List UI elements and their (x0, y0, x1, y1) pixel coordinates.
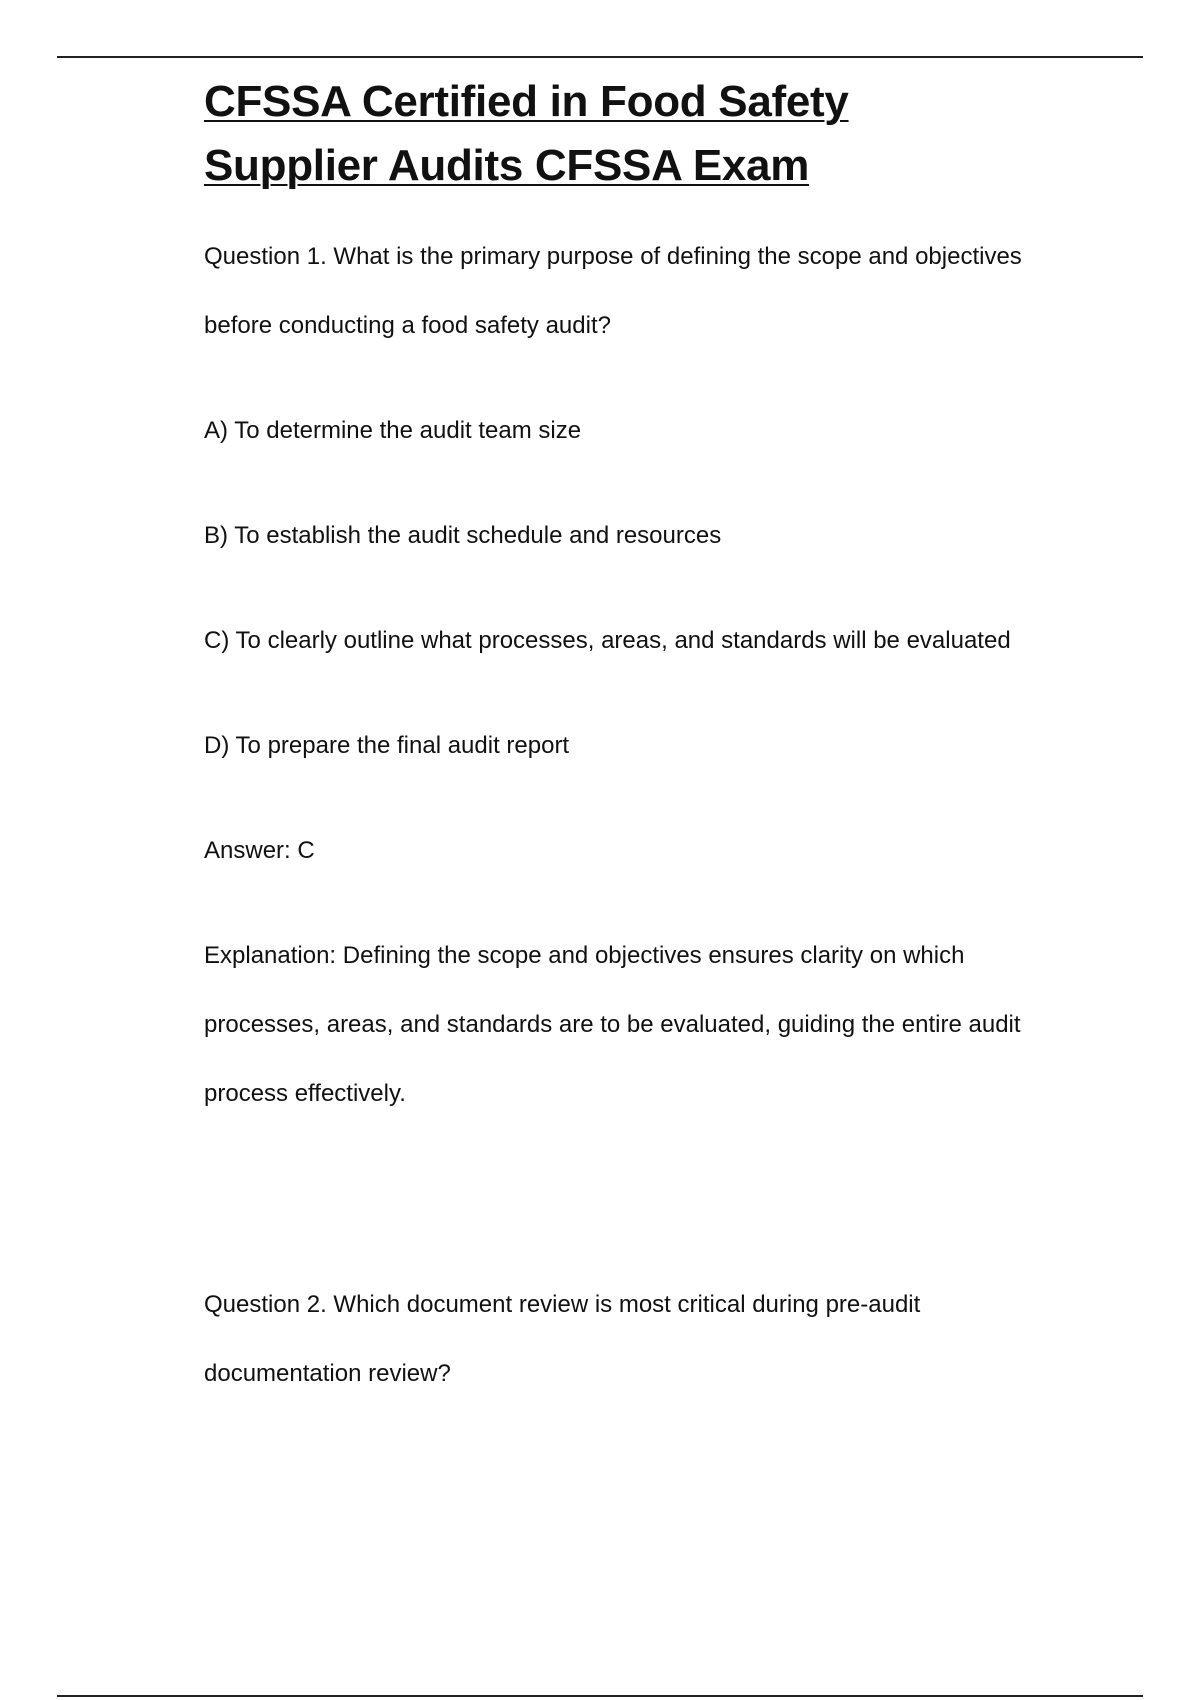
document-body (204, 70, 1084, 1408)
question-1-prompt: Question 1. What is the primary purpose of defining the scope and objectives before conducting a food safety audit? (204, 243, 1022, 339)
top-divider (57, 56, 1143, 58)
question-1-option-b: B) To establish the audit schedule and resources (204, 522, 722, 549)
question-2-prompt: Question 2. Which document review is most critical during pre-audit documentation review? (204, 1291, 921, 1387)
page-title (204, 70, 1084, 198)
title-line-1: CFSSA Certified in Food Safety (204, 77, 849, 126)
bottom-divider (57, 1695, 1143, 1697)
question-1-explanation: Explanation: Defining the scope and objectives ensures clarity on which processes, areas, and standards are to be evaluated, guiding the entire audit process effectively. (204, 942, 1021, 1107)
question-1-option-c: C) To clearly outline what processes, areas, and standards will be evaluated (204, 627, 1011, 654)
question-1-option-d: D) To prepare the final audit report (204, 732, 570, 759)
title-line-2: Supplier Audits CFSSA Exam (204, 141, 810, 190)
question-1-answer: Answer: C (204, 837, 315, 864)
question-1-option-a: A) To determine the audit team size (204, 417, 582, 444)
